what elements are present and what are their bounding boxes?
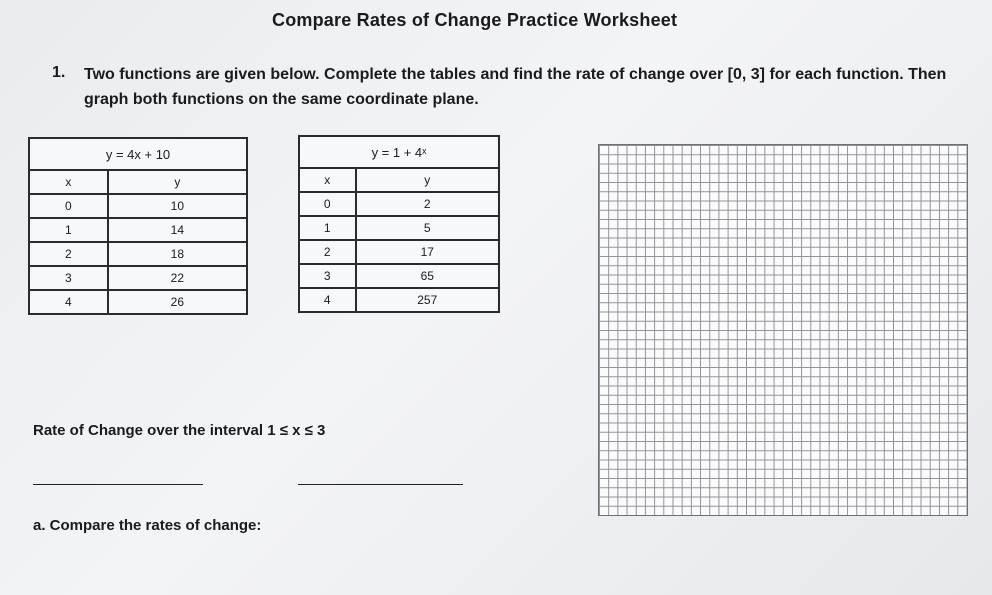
rate-of-change-label: Rate of Change over the interval 1 ≤ x ≤ 3 — [33, 422, 326, 439]
cell-y: 26 — [108, 290, 247, 314]
cell-y: 17 — [356, 240, 499, 264]
cell-x: 4 — [29, 290, 108, 314]
cell-y: 14 — [108, 218, 247, 242]
part-a-prompt: a. Compare the rates of change: — [33, 517, 262, 534]
table-equation: y = 4x + 10 — [29, 138, 247, 170]
answer-blank-exponential[interactable] — [298, 484, 463, 485]
answer-blank-linear[interactable] — [33, 484, 203, 485]
cell-y: 2 — [356, 192, 499, 216]
function-table-exponential — [298, 135, 500, 313]
table-row — [299, 192, 499, 216]
cell-x: 3 — [299, 264, 356, 288]
column-header-x: x — [299, 168, 356, 192]
cell-y: 18 — [108, 242, 247, 266]
table-equation: y = 1 + 4ˣ — [299, 136, 499, 168]
cell-x: 2 — [29, 242, 108, 266]
cell-x: 0 — [299, 192, 356, 216]
table-row — [29, 218, 247, 242]
table-row — [299, 240, 499, 264]
table-row — [29, 242, 247, 266]
table-row — [299, 264, 499, 288]
cell-y: 65 — [356, 264, 499, 288]
cell-x: 1 — [29, 218, 108, 242]
cell-x: 1 — [299, 216, 356, 240]
cell-y: 5 — [356, 216, 499, 240]
cell-x: 2 — [299, 240, 356, 264]
coordinate-grid[interactable] — [598, 144, 968, 516]
worksheet-title: Compare Rates of Change Practice Worksheet — [272, 10, 678, 30]
question-number: 1. — [52, 64, 66, 81]
cell-x: 4 — [299, 288, 356, 312]
table-row — [299, 288, 499, 312]
column-header-x: x — [29, 170, 108, 194]
column-header-y: y — [108, 170, 247, 194]
question-text: Two functions are given below. Complete the tables and find the rate of change over [0, 3] for each function. Then graph both functions on the same coordinate plane. — [84, 66, 947, 108]
cell-y: 257 — [356, 288, 499, 312]
table-row — [29, 194, 247, 218]
cell-y: 22 — [108, 266, 247, 290]
table-row — [299, 216, 499, 240]
cell-x: 3 — [29, 266, 108, 290]
cell-x: 0 — [29, 194, 108, 218]
table-row — [29, 290, 247, 314]
function-table-linear — [28, 137, 248, 315]
column-header-y: y — [356, 168, 499, 192]
table-row — [29, 266, 247, 290]
cell-y: 10 — [108, 194, 247, 218]
